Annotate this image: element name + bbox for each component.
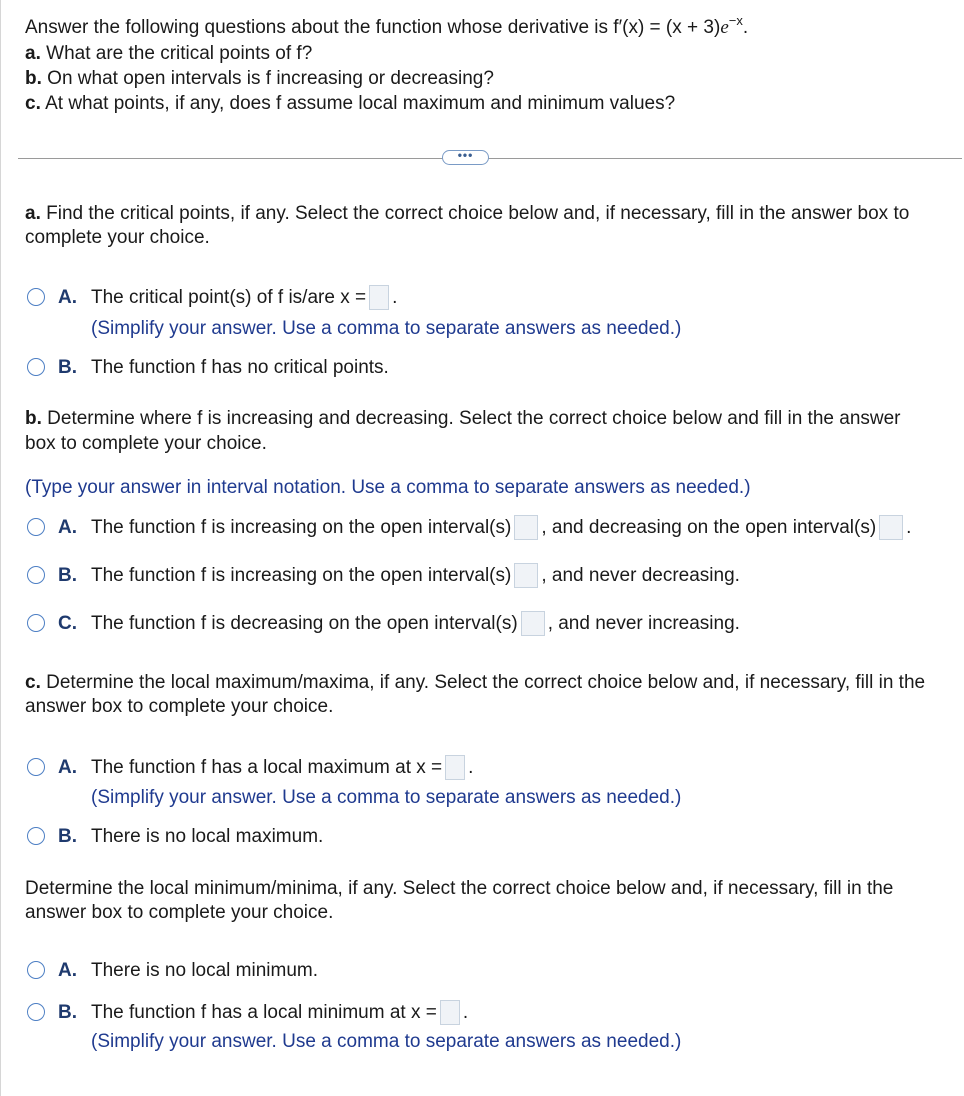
question-item-b: b. On what open intervals is f increasing or decreasing? [25, 68, 494, 89]
part-a-option-b-text: The function f has no critical points. [91, 357, 389, 378]
option-letter: C. [58, 613, 77, 634]
increasing-only-answer-box[interactable] [514, 563, 538, 588]
option-letter: B. [58, 357, 77, 378]
critical-points-answer-box[interactable] [369, 285, 389, 310]
section-divider [18, 158, 962, 159]
part-c-min-prompt: Determine the local minimum/minima, if any. Select the correct choice below and, if necessary, fill in the [25, 878, 894, 899]
option-letter: B. [58, 565, 77, 586]
local-max-answer-box[interactable] [445, 755, 465, 780]
option-letter: A. [58, 960, 77, 981]
part-a-prompt-cont: complete your choice. [25, 227, 210, 248]
option-letter: B. [58, 826, 77, 847]
part-c-max-option-a-hint: (Simplify your answer. Use a comma to separate answers as needed.) [91, 787, 682, 808]
part-c-max-option-b-radio[interactable] [27, 827, 45, 845]
part-b-option-b-text: The function f is increasing on the open interval(s) , and never decreasing. [91, 562, 740, 590]
option-letter: A. [58, 517, 77, 538]
part-b-prompt-cont: box to complete your choice. [25, 433, 267, 454]
part-b-prompt: b. Determine where f is increasing and decreasing. Select the correct choice below and fill in the answer [25, 408, 901, 429]
part-b-option-c-radio[interactable] [27, 614, 45, 632]
part-b-option-a-radio[interactable] [27, 518, 45, 536]
part-c-min-prompt-cont: answer box to complete your choice. [25, 902, 334, 923]
part-b-option-a-text: The function f is increasing on the open interval(s) , and decreasing on the open interval(s) . [91, 514, 911, 542]
decreasing-interval-answer-box[interactable] [879, 515, 903, 540]
expand-more-button[interactable]: ••• [442, 150, 489, 165]
part-c-min-option-b-radio[interactable] [27, 1003, 45, 1021]
part-b-hint: (Type your answer in interval notation. Use a comma to separate answers as needed.) [25, 477, 751, 498]
local-min-answer-box[interactable] [440, 1000, 460, 1025]
part-a-option-b-radio[interactable] [27, 358, 45, 376]
part-c-min-option-a-text: There is no local minimum. [91, 960, 319, 981]
part-c-min-option-b-text: The function f has a local minimum at x = . [91, 999, 468, 1027]
option-letter: A. [58, 757, 77, 778]
part-c-max-prompt: c. Determine the local maximum/maxima, if any. Select the correct choice below and, if necessary, fill in the [25, 672, 926, 693]
part-c-max-option-a-radio[interactable] [27, 758, 45, 776]
exp-power: −x [728, 13, 743, 28]
option-letter: B. [58, 1002, 77, 1023]
option-letter: A. [58, 287, 77, 308]
part-a-option-a-text: The critical point(s) of f is/are x = . [91, 284, 397, 312]
question-item-a: a. What are the critical points of f? [25, 43, 313, 64]
part-c-max-prompt-cont: answer box to complete your choice. [25, 696, 334, 717]
question-item-c: c. At what points, if any, does f assume local maximum and minimum values? [25, 93, 676, 114]
part-c-min-option-a-radio[interactable] [27, 961, 45, 979]
part-b-option-c-text: The function f is decreasing on the open interval(s) , and never increasing. [91, 610, 740, 638]
part-b-option-b-radio[interactable] [27, 566, 45, 584]
part-a-prompt: a. Find the critical points, if any. Select the correct choice below and, if necessary, fill in the answer box to [25, 203, 910, 224]
question-intro: Answer the following questions about the function whose derivative is $f'(x) = (x + 3)e^{-x}$. [25, 13, 749, 38]
left-border [0, 0, 1, 1096]
part-c-max-option-a-text: The function f has a local maximum at x = . [91, 754, 473, 782]
part-c-min-option-b-hint: (Simplify your answer. Use a comma to separate answers as needed.) [91, 1031, 682, 1052]
part-a-option-a-radio[interactable] [27, 288, 45, 306]
part-c-max-option-b-text: There is no local maximum. [91, 826, 324, 847]
increasing-interval-answer-box[interactable] [514, 515, 538, 540]
exp-base: e [720, 17, 729, 38]
part-a-option-a-hint: (Simplify your answer. Use a comma to separate answers as needed.) [91, 318, 682, 339]
decreasing-only-answer-box[interactable] [521, 611, 545, 636]
